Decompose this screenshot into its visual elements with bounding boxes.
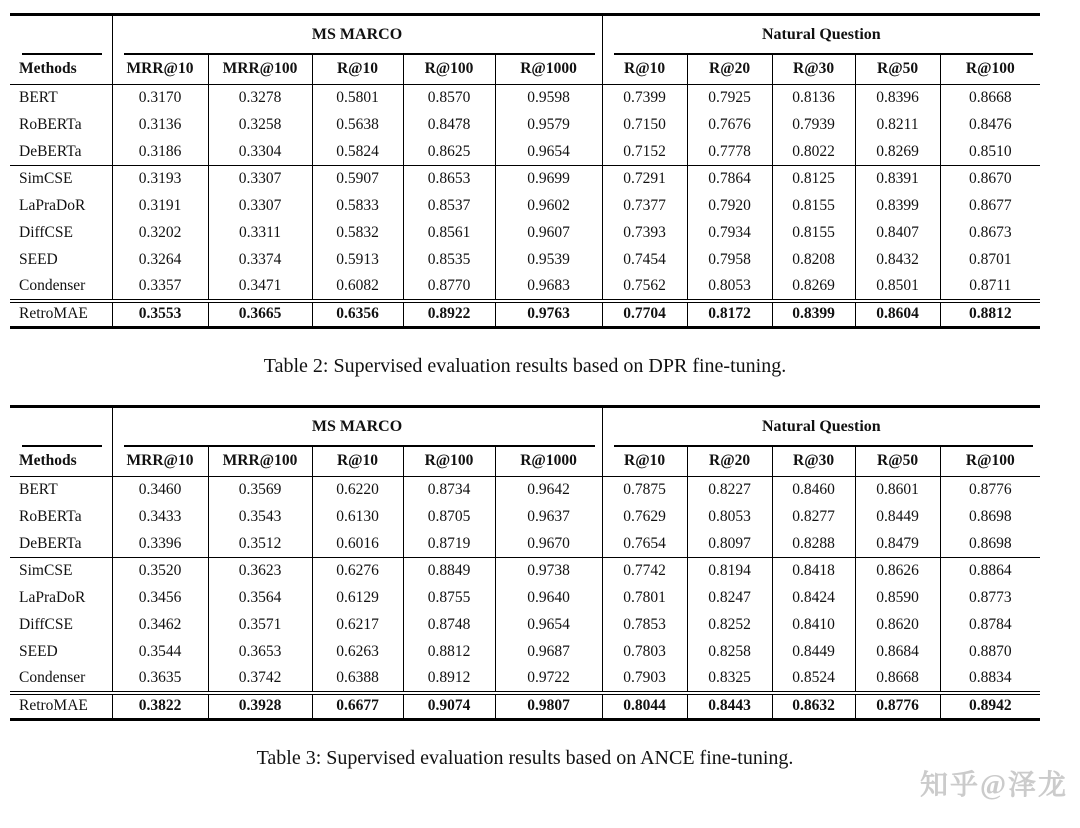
column-header: R@100 <box>940 55 1040 85</box>
value-cell: 0.3374 <box>208 247 312 274</box>
value-cell: 0.9642 <box>495 477 602 504</box>
value-cell: 0.8418 <box>772 558 855 585</box>
value-cell: 0.3357 <box>112 274 208 301</box>
value-cell: 0.7454 <box>602 247 687 274</box>
value-cell: 0.6388 <box>312 666 403 693</box>
results-table-ance <box>10 405 1040 721</box>
method-cell: Condenser <box>10 666 112 693</box>
value-cell: 0.9699 <box>495 166 602 193</box>
column-header: MRR@100 <box>208 447 312 477</box>
value-cell: 0.6217 <box>312 612 403 639</box>
table-row <box>10 693 1040 720</box>
value-cell: 0.8288 <box>772 531 855 558</box>
value-cell: 0.5907 <box>312 166 403 193</box>
value-cell: 0.8432 <box>855 247 940 274</box>
value-cell: 0.8399 <box>855 193 940 220</box>
value-cell: 0.3569 <box>208 477 312 504</box>
column-header: R@30 <box>772 55 855 85</box>
method-cell: BERT <box>19 481 58 499</box>
value-cell: 0.9598 <box>495 85 602 112</box>
value-cell: 0.8449 <box>855 504 940 531</box>
value-cell: 0.8424 <box>772 585 855 612</box>
value-cell: 0.8053 <box>687 504 772 531</box>
table-row <box>10 220 1040 247</box>
value-cell: 0.7742 <box>602 558 687 585</box>
table-row <box>10 666 1040 693</box>
value-cell: 0.9579 <box>495 112 602 139</box>
value-cell: 0.8125 <box>772 166 855 193</box>
value-cell: 0.8022 <box>772 139 855 166</box>
value-cell: 0.9607 <box>495 220 602 247</box>
value-cell: 0.7939 <box>772 112 855 139</box>
value-cell: 0.7676 <box>687 112 772 139</box>
column-header: R@10 <box>312 55 403 85</box>
value-cell: 0.8136 <box>772 85 855 112</box>
value-cell: 0.3471 <box>208 274 312 301</box>
value-cell: 0.3136 <box>112 112 208 139</box>
value-cell: 0.7291 <box>602 166 687 193</box>
method-cell: LaPraDoR <box>19 589 86 606</box>
value-cell: 0.7393 <box>602 220 687 247</box>
value-cell: 0.8698 <box>940 504 1040 531</box>
value-cell: 0.6276 <box>312 558 403 585</box>
method-cell: BERT <box>19 89 58 107</box>
value-cell: 0.8155 <box>772 193 855 220</box>
value-cell: 0.8443 <box>687 693 772 720</box>
table-row <box>10 301 1040 328</box>
value-cell: 0.3665 <box>208 301 312 328</box>
value-cell: 0.8510 <box>940 139 1040 166</box>
value-cell: 0.8668 <box>940 85 1040 112</box>
value-cell: 0.3307 <box>208 193 312 220</box>
value-cell: 0.8269 <box>855 139 940 166</box>
value-cell: 0.8277 <box>772 504 855 531</box>
value-cell: 0.8870 <box>940 639 1040 666</box>
value-cell: 0.9722 <box>495 666 602 693</box>
table-row <box>10 585 1040 612</box>
methods-group-cell <box>10 407 112 447</box>
method-cell: SimCSE <box>19 170 73 188</box>
value-cell: 0.8407 <box>855 220 940 247</box>
column-header: R@1000 <box>495 55 602 85</box>
value-cell: 0.7152 <box>602 139 687 166</box>
value-cell: 0.7629 <box>602 504 687 531</box>
value-cell: 0.8812 <box>403 639 495 666</box>
value-cell: 0.8626 <box>855 558 940 585</box>
value-cell: 0.5832 <box>312 220 403 247</box>
method-cell: Condenser <box>10 274 112 301</box>
value-cell: 0.8849 <box>403 558 495 585</box>
value-cell: 0.8770 <box>403 274 495 301</box>
value-cell: 0.3396 <box>112 531 208 558</box>
value-cell: 0.6129 <box>312 585 403 612</box>
value-cell: 0.8044 <box>602 693 687 720</box>
value-cell: 0.8711 <box>940 274 1040 301</box>
method-cell: SimCSE <box>19 562 73 580</box>
value-cell: 0.8748 <box>403 612 495 639</box>
value-cell: 0.9763 <box>495 301 602 328</box>
value-cell: 0.3202 <box>112 220 208 247</box>
value-cell: 0.7875 <box>602 477 687 504</box>
table-row <box>10 274 1040 301</box>
column-header: R@50 <box>855 55 940 85</box>
value-cell: 0.8864 <box>940 558 1040 585</box>
column-header: Methods <box>10 55 112 85</box>
value-cell: 0.8211 <box>855 112 940 139</box>
column-header: MRR@100 <box>208 55 312 85</box>
value-cell: 0.8604 <box>855 301 940 328</box>
value-cell: 0.8252 <box>687 612 772 639</box>
value-cell: 0.8784 <box>940 612 1040 639</box>
value-cell: 0.8670 <box>940 166 1040 193</box>
value-cell: 0.8537 <box>403 193 495 220</box>
value-cell: 0.8677 <box>940 193 1040 220</box>
value-cell: 0.7562 <box>602 274 687 301</box>
value-cell: 0.3742 <box>208 666 312 693</box>
value-cell: 0.5913 <box>312 247 403 274</box>
value-cell: 0.3520 <box>112 558 208 585</box>
value-cell: 0.3571 <box>208 612 312 639</box>
results-table-dpr <box>10 13 1040 329</box>
value-cell: 0.7803 <box>602 639 687 666</box>
column-header: R@100 <box>940 447 1040 477</box>
value-cell: 0.8922 <box>403 301 495 328</box>
value-cell: 0.8734 <box>403 477 495 504</box>
value-cell: 0.3307 <box>208 166 312 193</box>
table-row <box>10 193 1040 220</box>
value-cell: 0.8561 <box>403 220 495 247</box>
value-cell: 0.7377 <box>602 193 687 220</box>
method-cell: DeBERTa <box>10 139 112 166</box>
value-cell: 0.7399 <box>602 85 687 112</box>
value-cell: 0.8269 <box>772 274 855 301</box>
value-cell: 0.9640 <box>495 585 602 612</box>
table-row <box>10 639 1040 666</box>
value-cell: 0.8684 <box>855 639 940 666</box>
method-cell: RetroMAE <box>19 305 88 323</box>
table-row <box>10 612 1040 639</box>
value-cell: 0.3264 <box>112 247 208 274</box>
value-cell: 0.8208 <box>772 247 855 274</box>
value-cell: 0.9738 <box>495 558 602 585</box>
value-cell: 0.7654 <box>602 531 687 558</box>
method-cell: LaPraDoR <box>19 197 86 214</box>
value-cell: 0.7925 <box>687 85 772 112</box>
table-row <box>10 477 1040 504</box>
value-cell: 0.8097 <box>687 531 772 558</box>
value-cell: 0.9539 <box>495 247 602 274</box>
value-cell: 0.3311 <box>208 220 312 247</box>
column-header: R@50 <box>855 447 940 477</box>
value-cell: 0.8247 <box>687 585 772 612</box>
value-cell: 0.8668 <box>855 666 940 693</box>
value-cell: 0.8755 <box>403 585 495 612</box>
value-cell: 0.7801 <box>602 585 687 612</box>
value-cell: 0.8719 <box>403 531 495 558</box>
value-cell: 0.3512 <box>208 531 312 558</box>
value-cell: 0.3635 <box>112 666 208 693</box>
value-cell: 0.3543 <box>208 504 312 531</box>
method-cell: DiffCSE <box>19 616 73 633</box>
value-cell: 0.5638 <box>312 112 403 139</box>
value-cell: 0.8912 <box>403 666 495 693</box>
method-cell: DeBERTa <box>10 531 112 558</box>
method-cell: SEED <box>19 643 58 660</box>
value-cell: 0.8391 <box>855 166 940 193</box>
value-cell: 0.8705 <box>403 504 495 531</box>
value-cell: 0.8410 <box>772 612 855 639</box>
value-cell: 0.8535 <box>403 247 495 274</box>
value-cell: 0.8449 <box>772 639 855 666</box>
table-caption-ance: Table 3: Supervised evaluation results based on ANCE fine-tuning. <box>256 747 794 769</box>
table-caption-dpr: Table 2: Supervised evaluation results based on DPR fine-tuning. <box>263 355 787 377</box>
value-cell: 0.9074 <box>403 693 495 720</box>
value-cell: 0.5833 <box>312 193 403 220</box>
value-cell: 0.8227 <box>687 477 772 504</box>
value-cell: 0.8476 <box>940 112 1040 139</box>
column-header-row <box>10 447 1040 477</box>
value-cell: 0.9654 <box>495 612 602 639</box>
value-cell: 0.8942 <box>940 693 1040 720</box>
table-body <box>10 85 1040 328</box>
value-cell: 0.8620 <box>855 612 940 639</box>
group-header-row <box>10 407 1040 447</box>
column-header-row <box>10 55 1040 85</box>
value-cell: 0.3460 <box>112 477 208 504</box>
value-cell: 0.7920 <box>687 193 772 220</box>
column-header: R@100 <box>403 55 495 85</box>
column-header: R@10 <box>312 447 403 477</box>
table-row <box>10 85 1040 112</box>
value-cell: 0.8524 <box>772 666 855 693</box>
value-cell: 0.7903 <box>602 666 687 693</box>
value-cell: 0.3186 <box>112 139 208 166</box>
column-header: R@20 <box>687 55 772 85</box>
value-cell: 0.3304 <box>208 139 312 166</box>
value-cell: 0.7704 <box>602 301 687 328</box>
value-cell: 0.3544 <box>112 639 208 666</box>
column-header: Methods <box>10 447 112 477</box>
value-cell: 0.7778 <box>687 139 772 166</box>
value-cell: 0.8053 <box>687 274 772 301</box>
value-cell: 0.8325 <box>687 666 772 693</box>
value-cell: 0.8258 <box>687 639 772 666</box>
value-cell: 0.9637 <box>495 504 602 531</box>
value-cell: 0.8776 <box>940 477 1040 504</box>
value-cell: 0.7864 <box>687 166 772 193</box>
group-header: Natural Question <box>602 15 1040 55</box>
value-cell: 0.3170 <box>112 85 208 112</box>
table-row <box>10 558 1040 585</box>
value-cell: 0.8673 <box>940 220 1040 247</box>
value-cell: 0.9654 <box>495 139 602 166</box>
value-cell: 0.8396 <box>855 85 940 112</box>
value-cell: 0.8773 <box>940 585 1040 612</box>
group-header: Natural Question <box>602 407 1040 447</box>
value-cell: 0.3191 <box>112 193 208 220</box>
value-cell: 0.3433 <box>112 504 208 531</box>
value-cell: 0.8834 <box>940 666 1040 693</box>
value-cell: 0.6677 <box>312 693 403 720</box>
method-cell: DiffCSE <box>19 224 73 241</box>
value-cell: 0.8155 <box>772 220 855 247</box>
value-cell: 0.5824 <box>312 139 403 166</box>
methods-group-cell <box>10 15 112 55</box>
value-cell: 0.8172 <box>687 301 772 328</box>
value-cell: 0.8570 <box>403 85 495 112</box>
table-row <box>10 504 1040 531</box>
value-cell: 0.8812 <box>940 301 1040 328</box>
value-cell: 0.3623 <box>208 558 312 585</box>
value-cell: 0.9683 <box>495 274 602 301</box>
value-cell: 0.8776 <box>855 693 940 720</box>
column-header: R@10 <box>602 447 687 477</box>
value-cell: 0.3928 <box>208 693 312 720</box>
value-cell: 0.3278 <box>208 85 312 112</box>
value-cell: 0.8701 <box>940 247 1040 274</box>
value-cell: 0.7853 <box>602 612 687 639</box>
value-cell: 0.6356 <box>312 301 403 328</box>
method-cell: RoBERTa <box>19 508 82 525</box>
column-header: MRR@10 <box>112 447 208 477</box>
group-header-row <box>10 15 1040 55</box>
value-cell: 0.8399 <box>772 301 855 328</box>
value-cell: 0.6130 <box>312 504 403 531</box>
value-cell: 0.7934 <box>687 220 772 247</box>
value-cell: 0.9807 <box>495 693 602 720</box>
value-cell: 0.7150 <box>602 112 687 139</box>
value-cell: 0.8625 <box>403 139 495 166</box>
method-cell: RoBERTa <box>19 116 82 133</box>
value-cell: 0.8194 <box>687 558 772 585</box>
value-cell: 0.8460 <box>772 477 855 504</box>
method-cell: RetroMAE <box>19 697 88 715</box>
table-row <box>10 166 1040 193</box>
value-cell: 0.8479 <box>855 531 940 558</box>
zhihu-watermark: 知乎@泽龙 <box>919 770 1068 801</box>
value-cell: 0.8653 <box>403 166 495 193</box>
table-head <box>10 407 1040 477</box>
value-cell: 0.6082 <box>312 274 403 301</box>
method-cell: SEED <box>19 251 58 268</box>
group-header: MS MARCO <box>112 15 602 55</box>
table-head <box>10 15 1040 85</box>
value-cell: 0.8632 <box>772 693 855 720</box>
value-cell: 0.8601 <box>855 477 940 504</box>
value-cell: 0.3193 <box>112 166 208 193</box>
table-body <box>10 477 1040 720</box>
value-cell: 0.3564 <box>208 585 312 612</box>
value-cell: 0.8590 <box>855 585 940 612</box>
column-header: MRR@10 <box>112 55 208 85</box>
value-cell: 0.9602 <box>495 193 602 220</box>
value-cell: 0.3553 <box>112 301 208 328</box>
value-cell: 0.5801 <box>312 85 403 112</box>
value-cell: 0.9670 <box>495 531 602 558</box>
column-header: R@1000 <box>495 447 602 477</box>
table-row <box>10 139 1040 166</box>
value-cell: 0.8478 <box>403 112 495 139</box>
value-cell: 0.3653 <box>208 639 312 666</box>
value-cell: 0.3258 <box>208 112 312 139</box>
column-header: R@30 <box>772 447 855 477</box>
column-header: R@100 <box>403 447 495 477</box>
value-cell: 0.3822 <box>112 693 208 720</box>
value-cell: 0.3456 <box>112 585 208 612</box>
value-cell: 0.6263 <box>312 639 403 666</box>
value-cell: 0.7958 <box>687 247 772 274</box>
group-header: MS MARCO <box>112 407 602 447</box>
value-cell: 0.9687 <box>495 639 602 666</box>
value-cell: 0.8698 <box>940 531 1040 558</box>
column-header: R@10 <box>602 55 687 85</box>
table-row <box>10 112 1040 139</box>
value-cell: 0.8501 <box>855 274 940 301</box>
value-cell: 0.6220 <box>312 477 403 504</box>
table-row <box>10 247 1040 274</box>
value-cell: 0.6016 <box>312 531 403 558</box>
column-header: R@20 <box>687 447 772 477</box>
value-cell: 0.3462 <box>112 612 208 639</box>
table-row <box>10 531 1040 558</box>
